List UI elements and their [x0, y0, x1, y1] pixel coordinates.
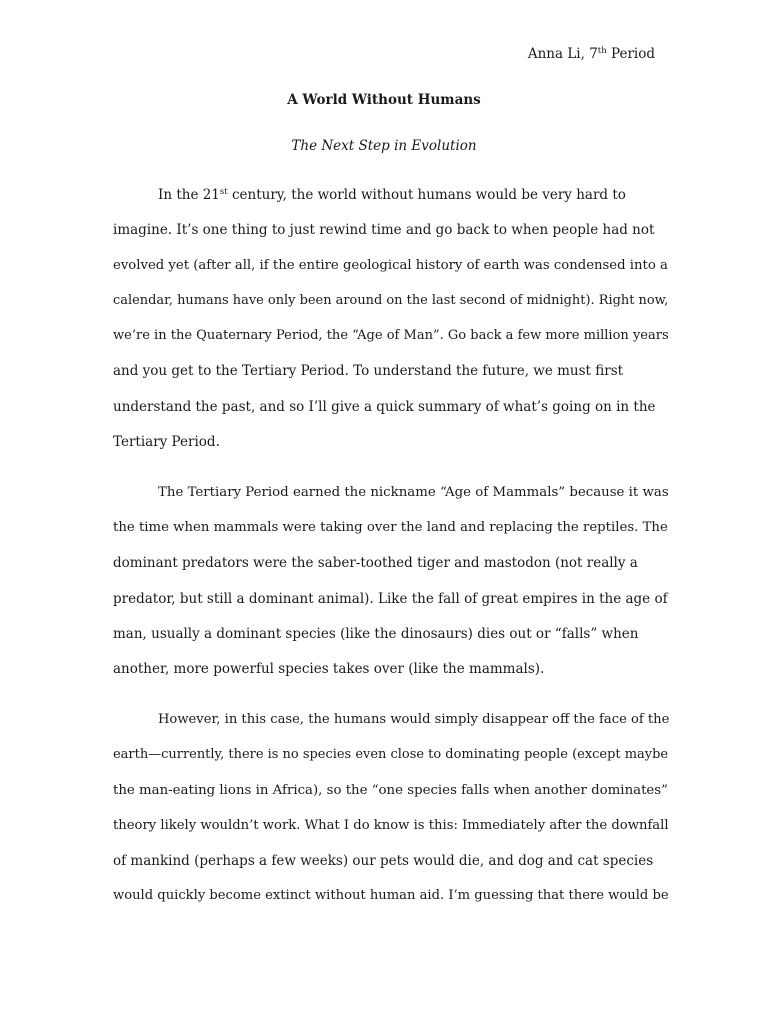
- text-line: [113, 185, 673, 220]
- text-line: Tertiary Period.: [113, 434, 220, 451]
- ordinal-suffix: st: [219, 187, 228, 197]
- text-line: calendar, humans have only been around on the last second of midnight). Right now,: [113, 292, 669, 308]
- essay-body: [113, 185, 673, 937]
- text-line: dominant predators were the saber-toothed tiger and mastodon (not really a: [113, 555, 638, 572]
- text-line: the time when mammals were taking over the land and replacing the reptiles. The: [113, 520, 668, 536]
- paragraph-1: [113, 185, 673, 467]
- text-run: In the 21: [158, 187, 220, 203]
- text-line: earth—currently, there is no species even close to dominating people (except maybe: [113, 747, 669, 763]
- text-line: predator, but still a dominant animal). Like the fall of great empires in the age of: [113, 590, 668, 607]
- text-run: century, the world without humans would be very hard to: [227, 187, 626, 203]
- text-line: the man-eating lions in Africa), so the “one species falls when another dominates”: [113, 782, 668, 798]
- text-line: evolved yet (after all, if the entire geological history of earth was condensed into a: [113, 257, 668, 273]
- text-line: man, usually a dominant species (like the dinosaurs) dies out or “falls” when: [113, 625, 639, 642]
- paragraph-3: [113, 710, 673, 922]
- document-subtitle: The Next Step in Evolution: [291, 138, 477, 154]
- text-line: we’re in the Quaternary Period, the “Age of Man”. Go back a few more million years: [113, 328, 669, 344]
- text-line: theory likely wouldn’t work. What I do know is this: Immediately after the downfall: [113, 817, 669, 833]
- text-line: another, more powerful species takes over (like the mammals).: [113, 661, 545, 678]
- text-line: understand the past, and so I’ll give a quick summary of what’s going on in the: [113, 398, 656, 415]
- text-line: would quickly become extinct without human aid. I’m guessing that there would be: [113, 888, 669, 904]
- document-title: A World Without Humans: [287, 92, 481, 108]
- text-line: However, in this case, the humans would simply disappear off the face of the: [158, 711, 670, 727]
- author-name: Anna Li, 7: [527, 46, 598, 62]
- text-line: The Tertiary Period earned the nickname “Age of Mammals” because it was: [158, 484, 669, 500]
- text-line: and you get to the Tertiary Period. To understand the future, we must first: [113, 363, 624, 380]
- text-line: of mankind (perhaps a few weeks) our pets would die, and dog and cat species: [113, 853, 654, 870]
- ordinal-suffix: th: [597, 46, 607, 56]
- period-label: Period: [606, 46, 655, 62]
- author-period-header: [528, 44, 655, 64]
- paragraph-2: [113, 483, 673, 695]
- text-line: imagine. It’s one thing to just rewind time and go back to when people had not: [113, 222, 655, 239]
